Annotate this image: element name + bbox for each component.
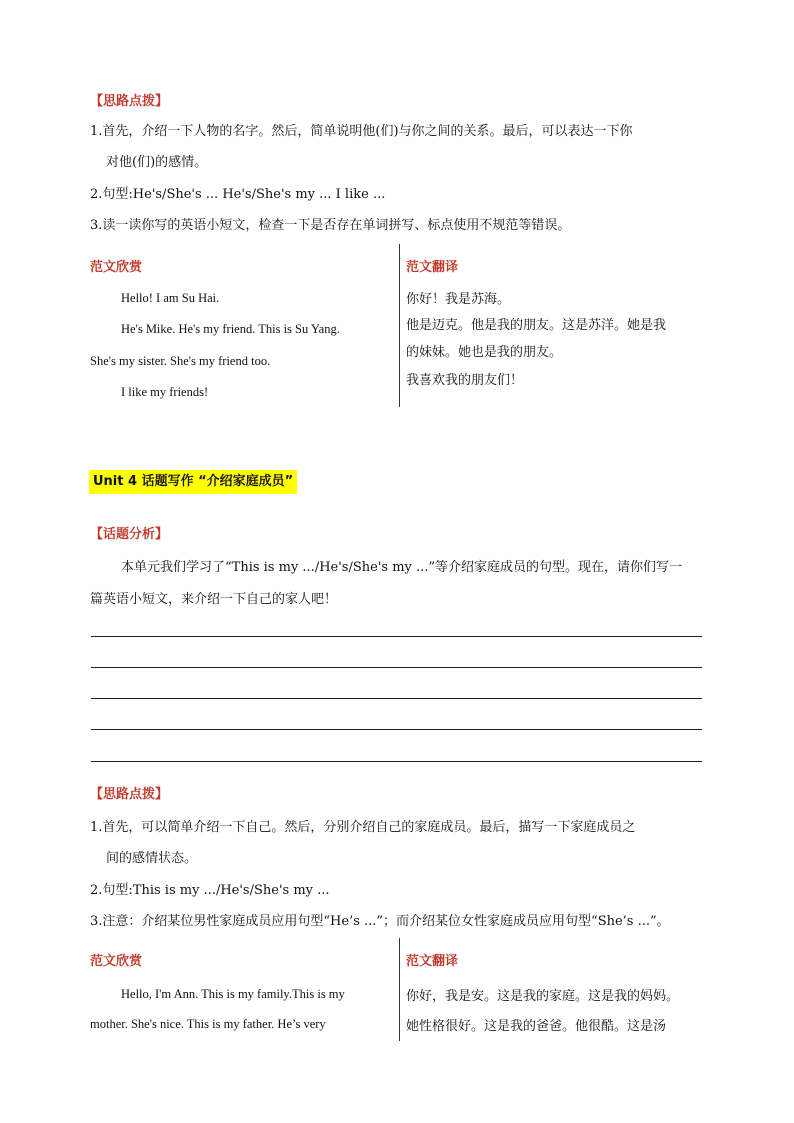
- column-divider: [399, 244, 400, 407]
- analysis-line-1: 本单元我们学习了“This is my .../He's/She's my ...”等介绍家庭成员的句型。现在，请你们写一: [121, 560, 683, 575]
- tip-2: 2.句型:This is my .../He's/She's my ...: [90, 883, 330, 898]
- translation-line: 他是迈克。他是我的朋友。这是苏洋。她是我: [406, 318, 667, 333]
- analysis-line-2: 篇英语小短文，来介绍一下自己的家人吧！: [90, 592, 338, 607]
- writing-line: [91, 761, 702, 762]
- translation-line: 你好！我是苏海。: [406, 292, 511, 307]
- sample-line: She's my sister. She's my friend too.: [90, 354, 271, 368]
- sample-heading: 范文欣赏: [90, 954, 143, 969]
- sample-heading: 范文欣赏: [90, 260, 143, 275]
- tip-2: 2.句型:He's/She's ... He's/She's my ... I like ...: [90, 187, 386, 202]
- sample-line: Hello, I'm Ann. This is my family.This is my: [121, 987, 345, 1001]
- tip-1-line-1: 1.首先，介绍一下人物的名字。然后，简单说明他(们)与你之间的关系。最后，可以表达一下你: [90, 124, 633, 139]
- translation-heading: 范文翻译: [406, 260, 459, 275]
- writing-line: [91, 667, 702, 668]
- translation-line: 我喜欢我的朋友们！: [406, 373, 524, 388]
- tip-1-line-2: 间的感情状态。: [106, 851, 198, 866]
- analysis-heading: 【话题分析】: [90, 527, 169, 542]
- unit-title: Unit 4 话题写作 “介绍家庭成员”: [89, 470, 297, 494]
- translation-line: 她性格很好。这是我的爸爸。他很酷。这是汤: [406, 1019, 667, 1034]
- tip-3: 3.读一读你写的英语小短文，检查一下是否存在单词拼写、标点使用不规范等错误。: [90, 218, 571, 233]
- writing-line: [91, 698, 702, 699]
- translation-line: 你好，我是安。这是我的家庭。这是我的妈妈。: [406, 989, 680, 1004]
- sample-line: Hello! I am Su Hai.: [121, 291, 220, 305]
- tips-heading: 【思路点拨】: [90, 787, 169, 802]
- tip-1-line-1: 1.首先，可以简单介绍一下自己。然后，分别介绍自己的家庭成员。最后，描写一下家庭成员之: [90, 820, 636, 835]
- sample-line: I like my friends!: [121, 385, 209, 399]
- tip-1-line-2: 对他(们)的感情。: [106, 155, 208, 170]
- sample-line: mother. She's nice. This is my father. He’s very: [90, 1017, 326, 1031]
- writing-line: [91, 636, 702, 637]
- writing-line: [91, 729, 702, 730]
- sample-line: He's Mike. He's my friend. This is Su Yang.: [121, 322, 340, 336]
- tips-heading: 【思路点拨】: [90, 94, 169, 109]
- translation-heading: 范文翻译: [406, 954, 459, 969]
- tip-3: 3.注意：介绍某位男性家庭成员应用句型“He’s ...”；而介绍某位女性家庭成员应用句型“She’s ...”。: [90, 914, 670, 929]
- column-divider: [399, 938, 400, 1041]
- translation-line: 的妹妹。她也是我的朋友。: [406, 345, 563, 360]
